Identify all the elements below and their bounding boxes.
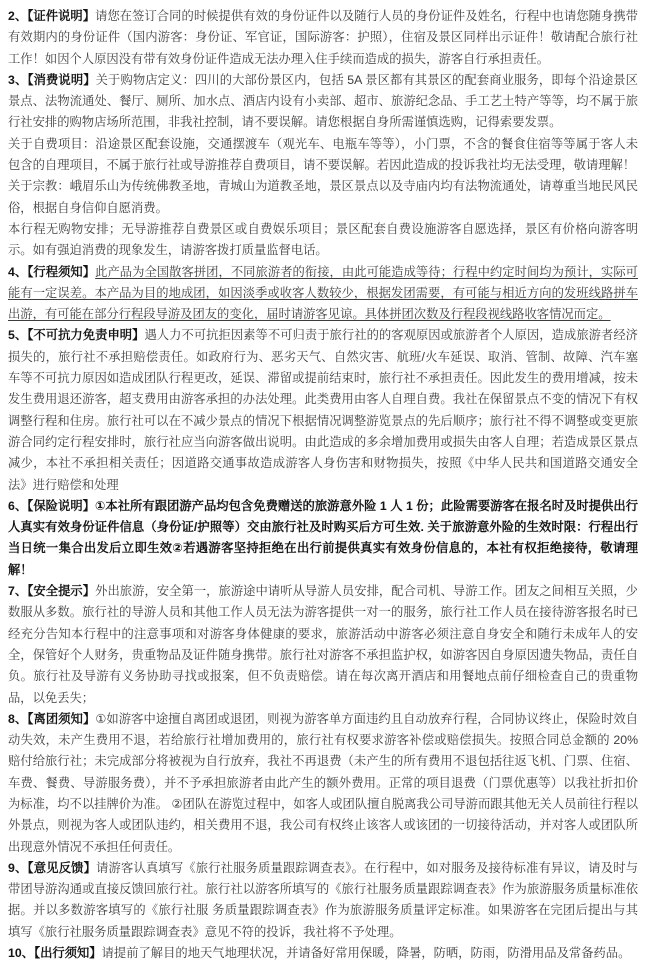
section-consumption-paragraph-no-shopping [8,219,638,262]
section-leaving-group-heading: 8、【离团须知】 [8,711,96,726]
section-certificates [8,6,638,70]
section-consumption-heading: 3、【消费说明】 [8,72,96,87]
section-feedback-body: 请游客认真填写《旅行社服务质量跟踪调查表》。在行程中，如对服务及接待标准有异议，请及时与带团导游沟通或直接反馈回旅行社。旅行社以游客所填写的《旅行社服务质量跟踪调查表》作为旅游服务质量标准依据。并以多数游客填写的《旅行社服 务质量跟踪调查表》作为旅游服务质量评定标准。如果游客在完团后提出与其填写《旅行社服务质量跟踪调查表》意见不符的投诉，我社将不予处理。 [8,860,638,939]
section-certificates-body: 请您在签订合同的时候提供有效的身份证件以及随行人员的身份证件及姓名，行程中也请您随身携带有效期内的身份证件（国内游客：身份证、军官证，国际游客：护照），住宿及景区同样出示证件！敬请配合旅行社工作！如因个人原因没有带有效身份证件造成无法办理入住手续而造成的损失，游客自行承担责任。 [8,9,638,66]
section-force-majeure-body: 遇人力不可抗拒因素等不可归责于旅行社的的客观原因或旅游者个人原因，造成旅游者经济损失的，旅行社不承担赔偿责任。如政府行为、恶劣天气、自然灾害、航班/火车延误、取消、管制、故障、汽车塞车等不可抗力原因如造成团队行程更改，延误、滞留或提前结束时，旅行社不承担责任。因此发生的费用增减，按未发生费用退还游客，超支费用由游客承担的办法处理。此类费用由客人自理自费。我社在保留景点不变的情况下有权调整行程和住房。旅行社可以在不减少景点的情况下根据情况调整游览景点的先后顺序；旅行社不得不调整或变更旅游合同约定行程安排时，旅行社应当向游客做出说明。由此造成的多余增加费用或损失由客人自理；若造成景区景点减少，本社不承担相关责任；因道路交通事故造成游客人身伤害和财物损失，按照《中华人民共和国道路交通安全法》进行赔偿和处理 [8,328,638,492]
section-consumption-paragraph-self-paid [8,134,638,177]
section-insurance-heading: 6、【保险说明】 [8,498,95,513]
section-consumption [8,70,638,134]
section-safety-heading: 7、【安全提示】 [8,584,96,599]
section-consumption-body-2: 关于自费项目：沿途景区配套设施，交通摆渡车（观光车、电瓶车等等），小门票，不含的餐食住宿等等属于客人未包含的自理项目，不属于旅行社或导游推荐自费项目，请不要误解。若因此造成的投诉我社均无法受理，敬请理解！ [8,136,638,173]
section-safety-body: 外出旅游，安全第一，旅游途中请听从导游人员安排，配合司机、导游工作。团友之间相互关照，少数服从多数。旅行社的导游人员和其他工作人员无法为游客提供一对一的服务，旅行社工作人员在接待游客报名时已经充分告知本行程中的注意事项和对游客身体健康的要求，旅游活动中游客必须注意自身安全和随行未成年人的安全，保管好个人财务，贵重物品及证件随身携带。旅行社对游客不承担监护权，如游客因自身原因遗失物品，责任自负。旅行社及导游有义务协助寻找或报案，但不负责赔偿。请在每次离开酒店和用餐地点前仔细检查自己的贵重物品，以免丢失； [8,584,638,705]
section-itinerary-notes [8,262,638,326]
section-certificates-heading: 2、【证件说明】 [8,9,96,23]
section-consumption-body-1: 关于购物店定义：四川的大部份景区内，包括 5A 景区都有其景区的配套商业服务，即每个沿途景区景点、法物流通处、餐厅、厕所、加水点、酒店内设有小卖部、超市、旅游纪念品、手工艺土特产等等，均不属于旅行社安排的购物店场所范围，非我社控制，请不要误解。请您根据自身所需谨慎选购，记得索要发票。 [8,72,638,130]
section-travel-preparation-heading: 10、【出行须知】 [8,946,102,961]
section-feedback [8,858,638,943]
section-safety [8,581,638,709]
section-force-majeure-heading: 5、【不可抗力免责申明】 [8,328,145,343]
section-consumption-body-3: 关于宗教：峨眉乐山为传统佛教圣地，青城山为道教圣地，景区景点以及寺庙内均有法物流通处，请尊重当地民风民俗，根据自身信仰自愿消费。 [8,179,638,215]
section-force-majeure [8,325,638,495]
section-travel-preparation-body: 请提前了解目的地天气地理状况，并请备好常用保暖，降暑，防晒，防雨，防滑用品及常备药品。 [101,946,631,961]
section-travel-preparation [8,943,638,964]
section-leaving-group-body: ①如游客中途擅自离团或退团，则视为游客单方面违约且自动放弃行程，合同协议终止，保险时效自动失效，未产生费用不退，若给旅行社增加费用的，旅行社有权要求游客补偿或赔偿损失。按照合同总金额的 20%赔付给旅行社；未完成部分将被视为自行放弃，我社不再退费（未产生的所有费用不退包括往返飞机、门票、住宿、车费、餐费、导游服务费），并不予承担旅游者由此产生的额外费用。正常的项目退费（门票优惠等）以我社折扣价为标准，均不以挂牌价为准。 ②团队在游览过程中，如客人或团队擅自脱离我公司导游而跟其他无关人员前往行程以外景点，则视为客人或团队违约，相关费用不退，我公司有权终止该客人或该团的一切接待活动，并对客人或团队所出现意外情况不承担任何责任。 [8,711,638,854]
section-insurance [8,496,638,581]
section-consumption-paragraph-religion [8,176,638,219]
section-insurance-body: ①本社所有跟团游产品均包含免费赠送的旅游意外险 1 人 1 份；此险需要游客在报名时及时提供出行人真实有效身份证件信息（身份证/护照等）交由旅行社及时购买后方可生效. 关于旅游意外险的生效时限：行程出行当日统一集合出发后立即生效②若遇游客坚持拒绝在出行前提供真实有效身份信息的，本社有权拒绝接待，敬请理解！ [8,498,638,577]
section-itinerary-notes-body: 此产品为全国散客拼团，不同旅游者的衔接，由此可能造成等待；行程中约定时间均为预计，实际可能有一定误差。本产品为目的地成团，如因淡季或收客人数较少，根据发团需要，有可能与相近方向的发班线路拼车出游，有可能在部分行程段导游及团友的变化，届时请游客见谅。具体拼团次数及行程段视线路收客情况而定。 [8,264,638,322]
section-consumption-body-4: 本行程无购物安排；无导游推荐自费景区或自费娱乐项目；景区配套自费设施游客自愿选择，景区有价格向游客明示。如有强迫消费的现象发生，请游客拨打质量监督电话。 [8,221,638,258]
section-feedback-heading: 9、【意见反馈】 [8,860,97,875]
section-itinerary-notes-heading: 4、【行程须知】 [8,264,96,279]
section-leaving-group [8,709,638,858]
